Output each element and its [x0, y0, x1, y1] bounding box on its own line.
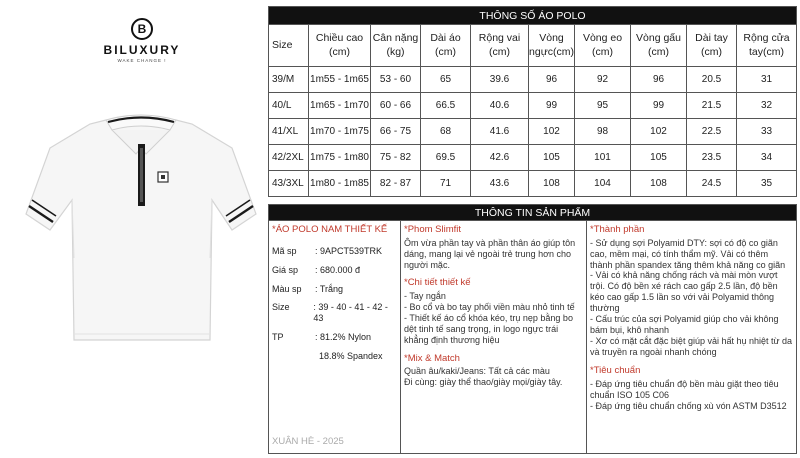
table-row: [269, 119, 797, 145]
size-table-header-cell: Chiều cao (cm): [309, 25, 371, 67]
measurement-cell: 1m55 - 1m65: [309, 67, 371, 93]
measurement-cell: 33: [737, 119, 797, 145]
product-spec-column: [269, 221, 401, 454]
size-row: [272, 302, 397, 324]
size-table-header-cell: Cân nặng (kg): [371, 25, 421, 67]
color-label: Màu sp: [272, 283, 302, 294]
measurement-cell: 96: [529, 67, 575, 93]
measurement-cell: 35: [737, 171, 797, 197]
size-cell: 43/3XL: [269, 171, 309, 197]
size-table-header-cell: Vòng eo (cm): [575, 25, 631, 67]
standard-item: - Đáp ứng tiêu chuẩn độ bền màu giặt theo tiêu chuẩn ISO 105 C06: [590, 378, 779, 400]
measurement-cell: 1m65 - 1m70: [309, 93, 371, 119]
sku-value: : 9APCT539TRK: [315, 245, 383, 256]
measurement-cell: 66.5: [421, 93, 471, 119]
material-value-1: : 81.2% Nylon: [315, 332, 372, 343]
material-row: [272, 332, 397, 343]
measurement-cell: 99: [631, 93, 687, 119]
size-label: Size: [272, 302, 290, 313]
product-design-column: [401, 221, 587, 454]
size-table-header-cell: Vòng ngực(cm): [529, 25, 575, 67]
price-row: [272, 265, 397, 276]
match-line: Quần âu/kaki/Jeans: Tất cả các màu: [404, 366, 550, 377]
size-table-header-row: [269, 25, 797, 67]
measurement-cell: 75 - 82: [371, 145, 421, 171]
polo-shirt-icon: [20, 108, 262, 348]
measurement-cell: 99: [529, 93, 575, 119]
product-name: *ÁO POLO NAM THIẾT KẾ: [272, 224, 388, 235]
product-material-column: [587, 221, 797, 454]
measurement-cell: 31: [737, 67, 797, 93]
measurement-cell: 92: [575, 67, 631, 93]
measurement-cell: 39.6: [471, 67, 529, 93]
product-info-table: [268, 204, 797, 454]
measurement-cell: 105: [529, 145, 575, 171]
size-table: [268, 6, 797, 197]
material-title: *Thành phần: [590, 224, 645, 235]
standard-title: *Tiêu chuẩn: [590, 365, 641, 377]
measurement-cell: 105: [631, 145, 687, 171]
size-table-header-cell: Rộng vai (cm): [471, 25, 529, 67]
material-item: - Xơ có mặt cắt đặc biệt giúp vải hất hụ nhiệt từ da và truyền ra ngoài nhanh chóng: [590, 336, 793, 358]
measurement-cell: 24.5: [687, 171, 737, 197]
measurement-cell: 1m75 - 1m80: [309, 145, 371, 171]
measurement-cell: 65: [421, 67, 471, 93]
measurement-cell: 108: [631, 171, 687, 197]
table-row: [269, 171, 797, 197]
table-row: [269, 67, 797, 93]
size-table-header-cell: Rộng cửa tay(cm): [737, 25, 797, 67]
measurement-cell: 96: [631, 67, 687, 93]
measurement-cell: 108: [529, 171, 575, 197]
size-cell: 41/XL: [269, 119, 309, 145]
product-info-title: THÔNG TIN SẢN PHẨM: [269, 205, 797, 221]
measurement-cell: 66 - 75: [371, 119, 421, 145]
brand-tagline: WAKE CHANGE !: [117, 58, 167, 63]
match-line: Đi cùng: giày thể thao/giày mọi/giày tây.: [404, 377, 563, 388]
sku-row: [272, 246, 397, 257]
measurement-cell: 1m80 - 1m85: [309, 171, 371, 197]
size-cell: 42/2XL: [269, 145, 309, 171]
measurement-cell: 68: [421, 119, 471, 145]
brand-name: BILUXURY: [103, 43, 181, 57]
measurement-cell: 82 - 87: [371, 171, 421, 197]
size-table-header-cell: Dài áo (cm): [421, 25, 471, 67]
design-item: - Bo cổ và bo tay phối viền màu nhỏ tinh tế: [404, 302, 575, 313]
measurement-cell: 104: [575, 171, 631, 197]
material-item: - Cấu trúc của sợi Polyamid giúp cho vải không bám bụi, khô nhanh: [590, 314, 779, 336]
measurement-cell: 41.6: [471, 119, 529, 145]
measurement-cell: 60 - 66: [371, 93, 421, 119]
size-table-header-cell: Dài tay (cm): [687, 25, 737, 67]
measurement-cell: 23.5: [687, 145, 737, 171]
standard-item: - Đáp ứng tiêu chuẩn chống xù vón ASTM D3512: [590, 400, 787, 411]
table-row: [269, 93, 797, 119]
fit-text: Ôm vừa phần tay và phần thân áo giúp tôn dáng, mang lại vẻ ngoài trẻ trung hơn cho người mặc.: [404, 237, 576, 270]
measurement-cell: 43.6: [471, 171, 529, 197]
measurement-cell: 71: [421, 171, 471, 197]
design-item: - Thiết kế áo cổ khóa kéo, trụ nẹp bằng bo dệt tinh tế sang trọng, in logo ngực trái khẳng định thương hiệu: [404, 313, 573, 345]
table-row: [269, 145, 797, 171]
b-circle-logo-icon: B: [131, 18, 153, 40]
season-label: XUÂN HÈ - 2025: [272, 436, 344, 448]
measurement-cell: 32: [737, 93, 797, 119]
material-value-2: 18.8% Spandex: [319, 351, 383, 362]
measurement-cell: 102: [529, 119, 575, 145]
measurement-cell: 53 - 60: [371, 67, 421, 93]
size-value: : 39 - 40 - 41 - 42 - 43: [313, 302, 388, 324]
measurement-cell: 21.5: [687, 93, 737, 119]
measurement-cell: 1m70 - 1m75: [309, 119, 371, 145]
material-item: - Sử dụng sợi Polyamid DTY: sợi có độ co giãn cao, mềm mại, có tính thẩm mỹ. Vải có thêm thành phần spandex tăng thêm khả năng co giãn: [590, 237, 786, 270]
color-value: : Trắng: [315, 283, 344, 294]
measurement-cell: 20.5: [687, 67, 737, 93]
material-label: TP: [272, 332, 284, 343]
measurement-cell: 34: [737, 145, 797, 171]
design-title: *Chi tiết thiết kế: [404, 277, 471, 289]
price-value: : 680.000 đ: [315, 264, 361, 275]
size-cell: 39/M: [269, 67, 309, 93]
measurement-cell: 98: [575, 119, 631, 145]
design-item: - Tay ngắn: [404, 291, 446, 302]
measurement-cell: 101: [575, 145, 631, 171]
price-label: Giá sp: [272, 264, 299, 275]
measurement-cell: 42.6: [471, 145, 529, 171]
size-table-header-cell: Vòng gấu (cm): [631, 25, 687, 67]
brand-logo: [92, 18, 192, 63]
sku-label: Mã sp: [272, 245, 297, 256]
measurement-cell: 40.6: [471, 93, 529, 119]
measurement-cell: 69.5: [421, 145, 471, 171]
measurement-cell: 102: [631, 119, 687, 145]
match-title: *Mix & Match: [404, 352, 460, 364]
size-table-header-cell: Size: [269, 25, 309, 67]
size-table-title: THÔNG SỐ ÁO POLO: [269, 7, 797, 25]
fit-title: *Phom Slimfit: [404, 224, 462, 235]
color-row: [272, 284, 397, 295]
material-item: - Vải có khả năng chống rách và mài mòn vượt trội. Có độ bền xé rách cao gấp 2.5 lần, độ bền kéo cao gấp 1.5 lần so với vải Polyamid thông thường: [590, 270, 778, 314]
measurement-cell: 95: [575, 93, 631, 119]
measurement-cell: 22.5: [687, 119, 737, 145]
size-cell: 40/L: [269, 93, 309, 119]
